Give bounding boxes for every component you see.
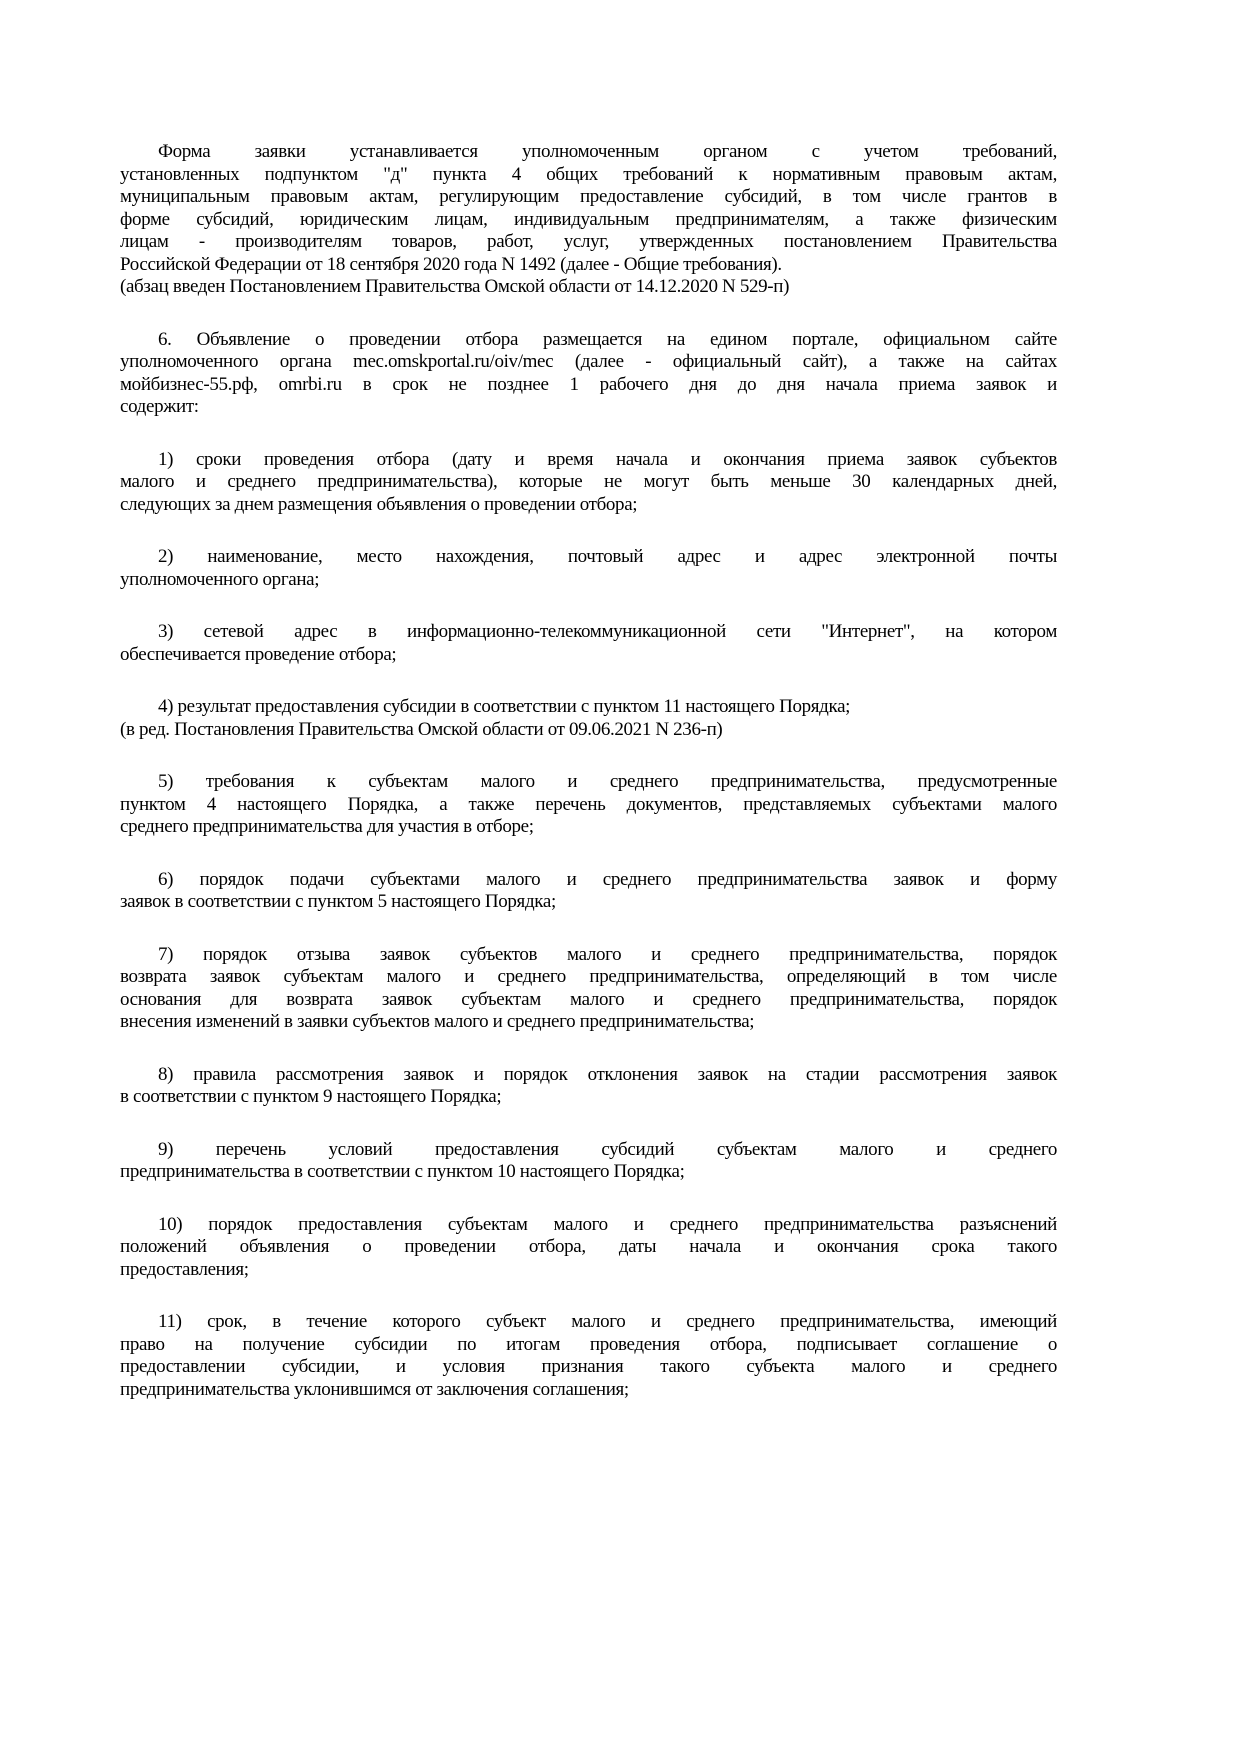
paragraph xyxy=(120,621,1057,666)
text-line: (абзац введен Постановлением Правительства Омской области от 14.12.2020 N 529-п) xyxy=(120,276,790,297)
text-line: содержит: xyxy=(120,396,199,417)
text-line: уполномоченного органа; xyxy=(120,568,320,590)
text-line: возврата заявок субъектам малого и среднего предпринимательства, определяющий в том числе xyxy=(120,966,1057,987)
text-line: 10) порядок предоставления субъектам малого и среднего предпринимательства разъяснений xyxy=(158,1213,1057,1235)
paragraph xyxy=(120,1139,1057,1184)
paragraph xyxy=(120,869,1057,914)
amendment-note xyxy=(120,276,1057,299)
text-line: предпринимательства в соответствии с пунктом 10 настоящего Порядка; xyxy=(120,1161,685,1182)
text-line: заявок в соответствии с пунктом 5 настоящего Порядка; xyxy=(120,891,556,912)
text-line: в соответствии с пунктом 9 настоящего Порядка; xyxy=(120,1086,502,1107)
text-line: 7) порядок отзыва заявок субъектов малого и среднего предпринимательства, порядок xyxy=(158,943,1057,965)
paragraph xyxy=(120,329,1057,419)
text-line: (в ред. Постановления Правительства Омской области от 09.06.2021 N 236-п) xyxy=(120,718,723,740)
paragraph xyxy=(120,1311,1057,1401)
text-line: 3) сетевой адрес в информационно-телекоммуникационной сети "Интернет", на котором xyxy=(158,621,1057,642)
text-line: право на получение субсидии по итогам проведения отбора, подписывает соглашение о xyxy=(120,1333,1057,1355)
text-line: 9) перечень условий предоставления субсидий субъектам малого и среднего xyxy=(158,1138,1057,1160)
paragraph xyxy=(120,1064,1057,1109)
paragraph xyxy=(120,944,1057,1034)
paragraph xyxy=(120,449,1057,517)
text-line: малого и среднего предпринимательства), которые не могут быть меньше 30 календарных дней, xyxy=(120,471,1057,492)
text-line: предпринимательства уклонившимся от заключения соглашения; xyxy=(120,1378,629,1400)
paragraph xyxy=(120,771,1057,839)
document-page xyxy=(120,141,1057,1401)
paragraph xyxy=(120,141,1057,276)
text-line: 8) правила рассмотрения заявок и порядок отклонения заявок на стадии рассмотрения заявок xyxy=(158,1063,1057,1085)
text-line: 4) результат предоставления субсидии в соответствии с пунктом 11 настоящего Порядка; xyxy=(158,696,851,717)
text-line: Российской Федерации от 18 сентября 2020 года N 1492 (далее - Общие требования). xyxy=(120,253,782,275)
text-line: основания для возврата заявок субъектам малого и среднего предпринимательства, порядок xyxy=(120,988,1057,1010)
text-line: внесения изменений в заявки субъектов малого и среднего предпринимательства; xyxy=(120,1011,755,1032)
text-line: лицам - производителям товаров, работ, услуг, утвержденных постановлением Правительства xyxy=(120,231,1057,252)
text-line: форме субсидий, юридическим лицам, индивидуальным предпринимателям, а также физическим xyxy=(120,208,1057,230)
text-line: 1) сроки проведения отбора (дату и время начала и окончания приема заявок субъектов xyxy=(158,448,1057,470)
text-line: 2) наименование, место нахождения, почтовый адрес и адрес электронной почты xyxy=(158,546,1057,567)
text-line: положений объявления о проведении отбора, даты начала и окончания срока такого xyxy=(120,1236,1057,1257)
text-line: муниципальным правовым актам, регулирующим предоставление субсидий, в том числе грантов в xyxy=(120,186,1057,207)
text-line: 5) требования к субъектам малого и среднего предпринимательства, предусмотренные xyxy=(158,771,1057,792)
text-line: 6. Объявление о проведении отбора размещается на едином портале, официальном сайте xyxy=(158,328,1057,350)
text-line: установленных подпунктом "д" пункта 4 общих требований к нормативным правовым актам, xyxy=(120,163,1057,185)
text-line: обеспечивается проведение отбора; xyxy=(120,643,397,665)
text-line: среднего предпринимательства для участия в отборе; xyxy=(120,816,534,837)
text-line: 6) порядок подачи субъектами малого и среднего предпринимательства заявок и форму xyxy=(158,868,1057,890)
text-line: следующих за днем размещения объявления о проведении отбора; xyxy=(120,493,638,515)
text-line: предоставления; xyxy=(120,1258,249,1280)
text-line: 11) срок, в течение которого субъект малого и среднего предпринимательства, имеющий xyxy=(158,1311,1057,1332)
paragraph xyxy=(120,546,1057,591)
text-line: мойбизнес-55.рф, omrbi.ru в срок не позднее 1 рабочего дня до дня начала приема заявок и xyxy=(120,373,1057,395)
text-line: Форма заявки устанавливается уполномоченным органом с учетом требований, xyxy=(158,141,1057,162)
text-line: уполномоченного органа mec.omskportal.ru/oiv/mec (далее - официальный сайт), а также на сайтах xyxy=(120,351,1057,372)
amendment-note xyxy=(120,719,1057,742)
paragraph xyxy=(120,1214,1057,1282)
text-line: пунктом 4 настоящего Порядка, а также перечень документов, представляемых субъектами малого xyxy=(120,793,1057,815)
paragraph xyxy=(120,696,1057,719)
text-line: предоставлении субсидии, и условия признания такого субъекта малого и среднего xyxy=(120,1356,1057,1377)
